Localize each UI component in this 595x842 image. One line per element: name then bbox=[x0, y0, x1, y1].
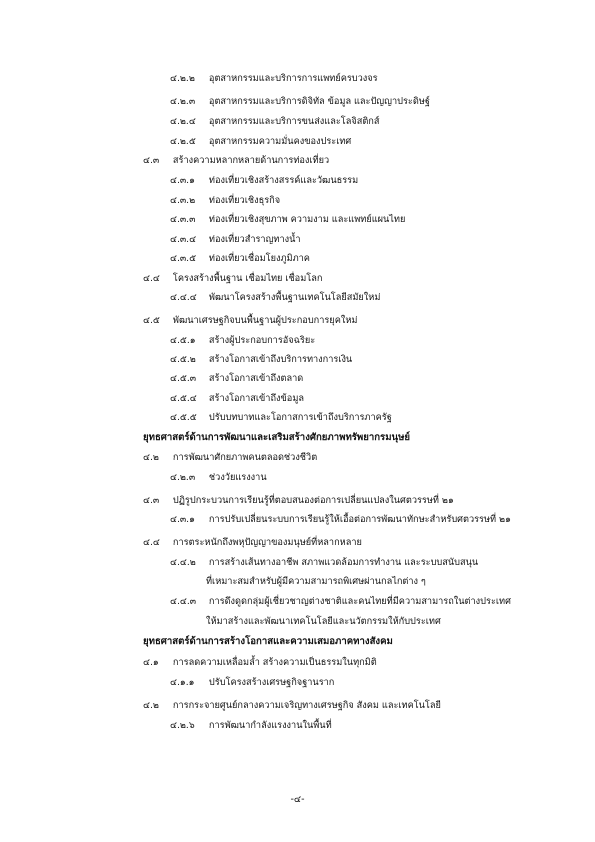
list-item bbox=[170, 253, 310, 265]
item-text: สร้างโอกาสเข้าถึงบริการทางการเงิน bbox=[208, 354, 353, 365]
item-text: อุตสาหกรรมและบริการดิจิทัล ข้อมูล และปัญญาประดิษฐ์ bbox=[208, 96, 430, 107]
item-text: การตระหนักถึงพหุปัญญาของมนุษย์ที่หลากหลาย bbox=[172, 537, 362, 548]
item-number: ๔.๒ bbox=[143, 700, 159, 711]
item-text: สร้างโอกาสเข้าถึงข้อมูล bbox=[208, 393, 305, 404]
list-item bbox=[170, 720, 332, 732]
item-number: ๔.๒.๓ bbox=[170, 472, 196, 483]
section-heading bbox=[143, 495, 454, 507]
list-item bbox=[170, 73, 378, 85]
list-item bbox=[170, 393, 304, 405]
item-number: ๔.๒.๒ bbox=[170, 73, 195, 84]
list-item bbox=[170, 136, 351, 148]
section-heading bbox=[143, 700, 441, 712]
item-text: การปรับเปลี่ยนระบบการเรียนรู้ให้เอื้อต่อการพัฒนาทักษะสำหรับศตวรรษที่ ๒๑ bbox=[208, 514, 511, 525]
item-number: ๔.๔.๔ bbox=[170, 292, 197, 303]
list-item bbox=[170, 96, 430, 108]
item-text: ท่องเที่ยวเชิงสร้างสรรค์และวัฒนธรรม bbox=[208, 175, 359, 186]
section-heading bbox=[143, 315, 357, 327]
list-item bbox=[170, 195, 280, 207]
item-text: สร้างผู้ประกอบการอัจฉริยะ bbox=[208, 335, 316, 346]
item-text: พัฒนาเศรษฐกิจบนพื้นฐานผู้ประกอบการยุคใหม่ bbox=[172, 315, 358, 326]
page-number: -๔- bbox=[290, 794, 305, 805]
item-text: ช่วงวัยแรงงาน bbox=[208, 472, 267, 483]
list-item bbox=[170, 116, 379, 128]
item-number: ๔.๓ bbox=[143, 155, 160, 166]
heading-text: ยุทธศาสตร์ด้านการสร้างโอกาสและความเสมอภาคทางสังคม bbox=[143, 636, 393, 647]
list-item bbox=[170, 354, 352, 366]
item-number: ๔.๒.๕ bbox=[170, 136, 196, 147]
item-number: ๔.๒.๔ bbox=[170, 116, 196, 127]
item-number: ๔.๕.๔ bbox=[170, 393, 197, 404]
item-text: การพัฒนาศักยภาพคนตลอดช่วงชีวิต bbox=[172, 452, 318, 463]
item-number: ๔.๑ bbox=[143, 657, 159, 668]
item-number: ๔.๓.๑ bbox=[170, 175, 195, 186]
list-item bbox=[170, 214, 405, 226]
section-heading bbox=[143, 155, 329, 167]
list-item bbox=[170, 234, 301, 246]
item-number: ๔.๕.๑ bbox=[170, 335, 196, 346]
item-text: การพัฒนากำลังแรงงานในพื้นที่ bbox=[208, 720, 332, 731]
item-text: สร้างความหลากหลายด้านการท่องเที่ยว bbox=[172, 155, 330, 166]
item-text: ท่องเที่ยวสำราญทางน้ำ bbox=[208, 234, 301, 245]
list-item-continuation bbox=[206, 616, 441, 628]
list-item bbox=[170, 596, 511, 608]
item-text: ท่องเที่ยวเชื่อมโยงภูมิภาค bbox=[208, 253, 310, 264]
item-text: ปรับโครงสร้างเศรษฐกิจฐานราก bbox=[208, 677, 335, 688]
list-item bbox=[170, 373, 303, 385]
item-number: ๔.๔ bbox=[143, 537, 160, 548]
item-number: ๔.๕.๕ bbox=[170, 412, 197, 423]
item-text: อุตสาหกรรมและบริการการแพทย์ครบวงจร bbox=[208, 73, 378, 84]
item-text: การลดความเหลื่อมล้ำ สร้างความเป็นธรรมในทุกมิติ bbox=[172, 657, 377, 668]
item-number: ๔.๒ bbox=[143, 452, 159, 463]
list-item bbox=[170, 412, 392, 424]
item-text: โครงสร้างพื้นฐาน เชื่อมไทย เชื่อมโลก bbox=[172, 273, 323, 284]
item-text: พัฒนาโครงสร้างพื้นฐานเทคโนโลยีสมัยใหม่ bbox=[208, 292, 381, 303]
item-text: ปฏิรูปกระบวนการเรียนรู้ที่ตอบสนองต่อการเปลี่ยนแปลงในศตวรรษที่ ๒๑ bbox=[172, 495, 454, 506]
item-text: การสร้างเส้นทางอาชีพ สภาพแวดล้อมการทำงาน และระบบสนับสนุน bbox=[208, 557, 479, 568]
section-heading bbox=[143, 273, 322, 285]
item-text: ท่องเที่ยวเชิงสุขภาพ ความงาม และแพทย์แผนไทย bbox=[208, 214, 406, 225]
item-number: ๔.๓ bbox=[143, 495, 160, 506]
list-item bbox=[170, 175, 358, 187]
item-text: อุตสาหกรรมและบริการขนส่งและโลจิสติกส์ bbox=[208, 116, 380, 127]
item-number: ๔.๔.๒ bbox=[170, 557, 196, 568]
item-text: ที่เหมาะสมสำหรับผู้มีความสามารถพิเศษผ่านกลไกต่าง ๆ bbox=[206, 576, 426, 587]
item-number: ๔.๓.๕ bbox=[170, 253, 197, 264]
section-heading bbox=[143, 537, 362, 549]
list-item bbox=[170, 514, 511, 526]
item-number: ๔.๕ bbox=[143, 315, 160, 326]
list-item bbox=[170, 292, 380, 304]
item-text: ให้มาสร้างและพัฒนาเทคโนโลยีและนวัตกรรมให้กับประเทศ bbox=[206, 616, 441, 627]
list-item bbox=[170, 677, 334, 689]
item-text: สร้างโอกาสเข้าถึงตลาด bbox=[208, 373, 304, 384]
list-item bbox=[170, 557, 478, 569]
item-text: ปรับบทบาทและโอกาสการเข้าถึงบริการภาครัฐ bbox=[208, 412, 392, 423]
item-text: ท่องเที่ยวเชิงธุรกิจ bbox=[208, 195, 281, 206]
heading-text: ยุทธศาสตร์ด้านการพัฒนาและเสริมสร้างศักยภาพทรัพยากรมนุษย์ bbox=[143, 432, 411, 443]
item-number: ๔.๔ bbox=[143, 273, 160, 284]
strategy-heading bbox=[143, 432, 410, 444]
item-number: ๔.๔.๓ bbox=[170, 596, 197, 607]
section-heading bbox=[143, 452, 317, 464]
item-number: ๔.๓.๓ bbox=[170, 214, 196, 225]
item-text: การกระจายศูนย์กลางความเจริญทางเศรษฐกิจ สังคม และเทคโนโลยี bbox=[172, 700, 441, 711]
item-number: ๔.๒.๖ bbox=[170, 720, 195, 731]
list-item bbox=[170, 335, 315, 347]
item-text: อุตสาหกรรมความมั่นคงของประเทศ bbox=[208, 136, 352, 147]
item-number: ๔.๕.๓ bbox=[170, 373, 197, 384]
item-number: ๔.๒.๓ bbox=[170, 96, 196, 107]
section-heading bbox=[143, 657, 377, 669]
strategy-heading bbox=[143, 636, 393, 648]
item-text: การดึงดูดกลุ่มผู้เชี่ยวชาญต่างชาติและคนไทยที่มีความสามารถในต่างประเทศ bbox=[208, 596, 511, 607]
item-number: ๔.๓.๑ bbox=[170, 514, 195, 525]
list-item bbox=[170, 472, 267, 484]
item-number: ๔.๑.๑ bbox=[170, 677, 195, 688]
item-number: ๔.๓.๔ bbox=[170, 234, 197, 245]
item-number: ๔.๓.๒ bbox=[170, 195, 196, 206]
list-item-continuation bbox=[206, 576, 426, 588]
item-number: ๔.๕.๒ bbox=[170, 354, 196, 365]
